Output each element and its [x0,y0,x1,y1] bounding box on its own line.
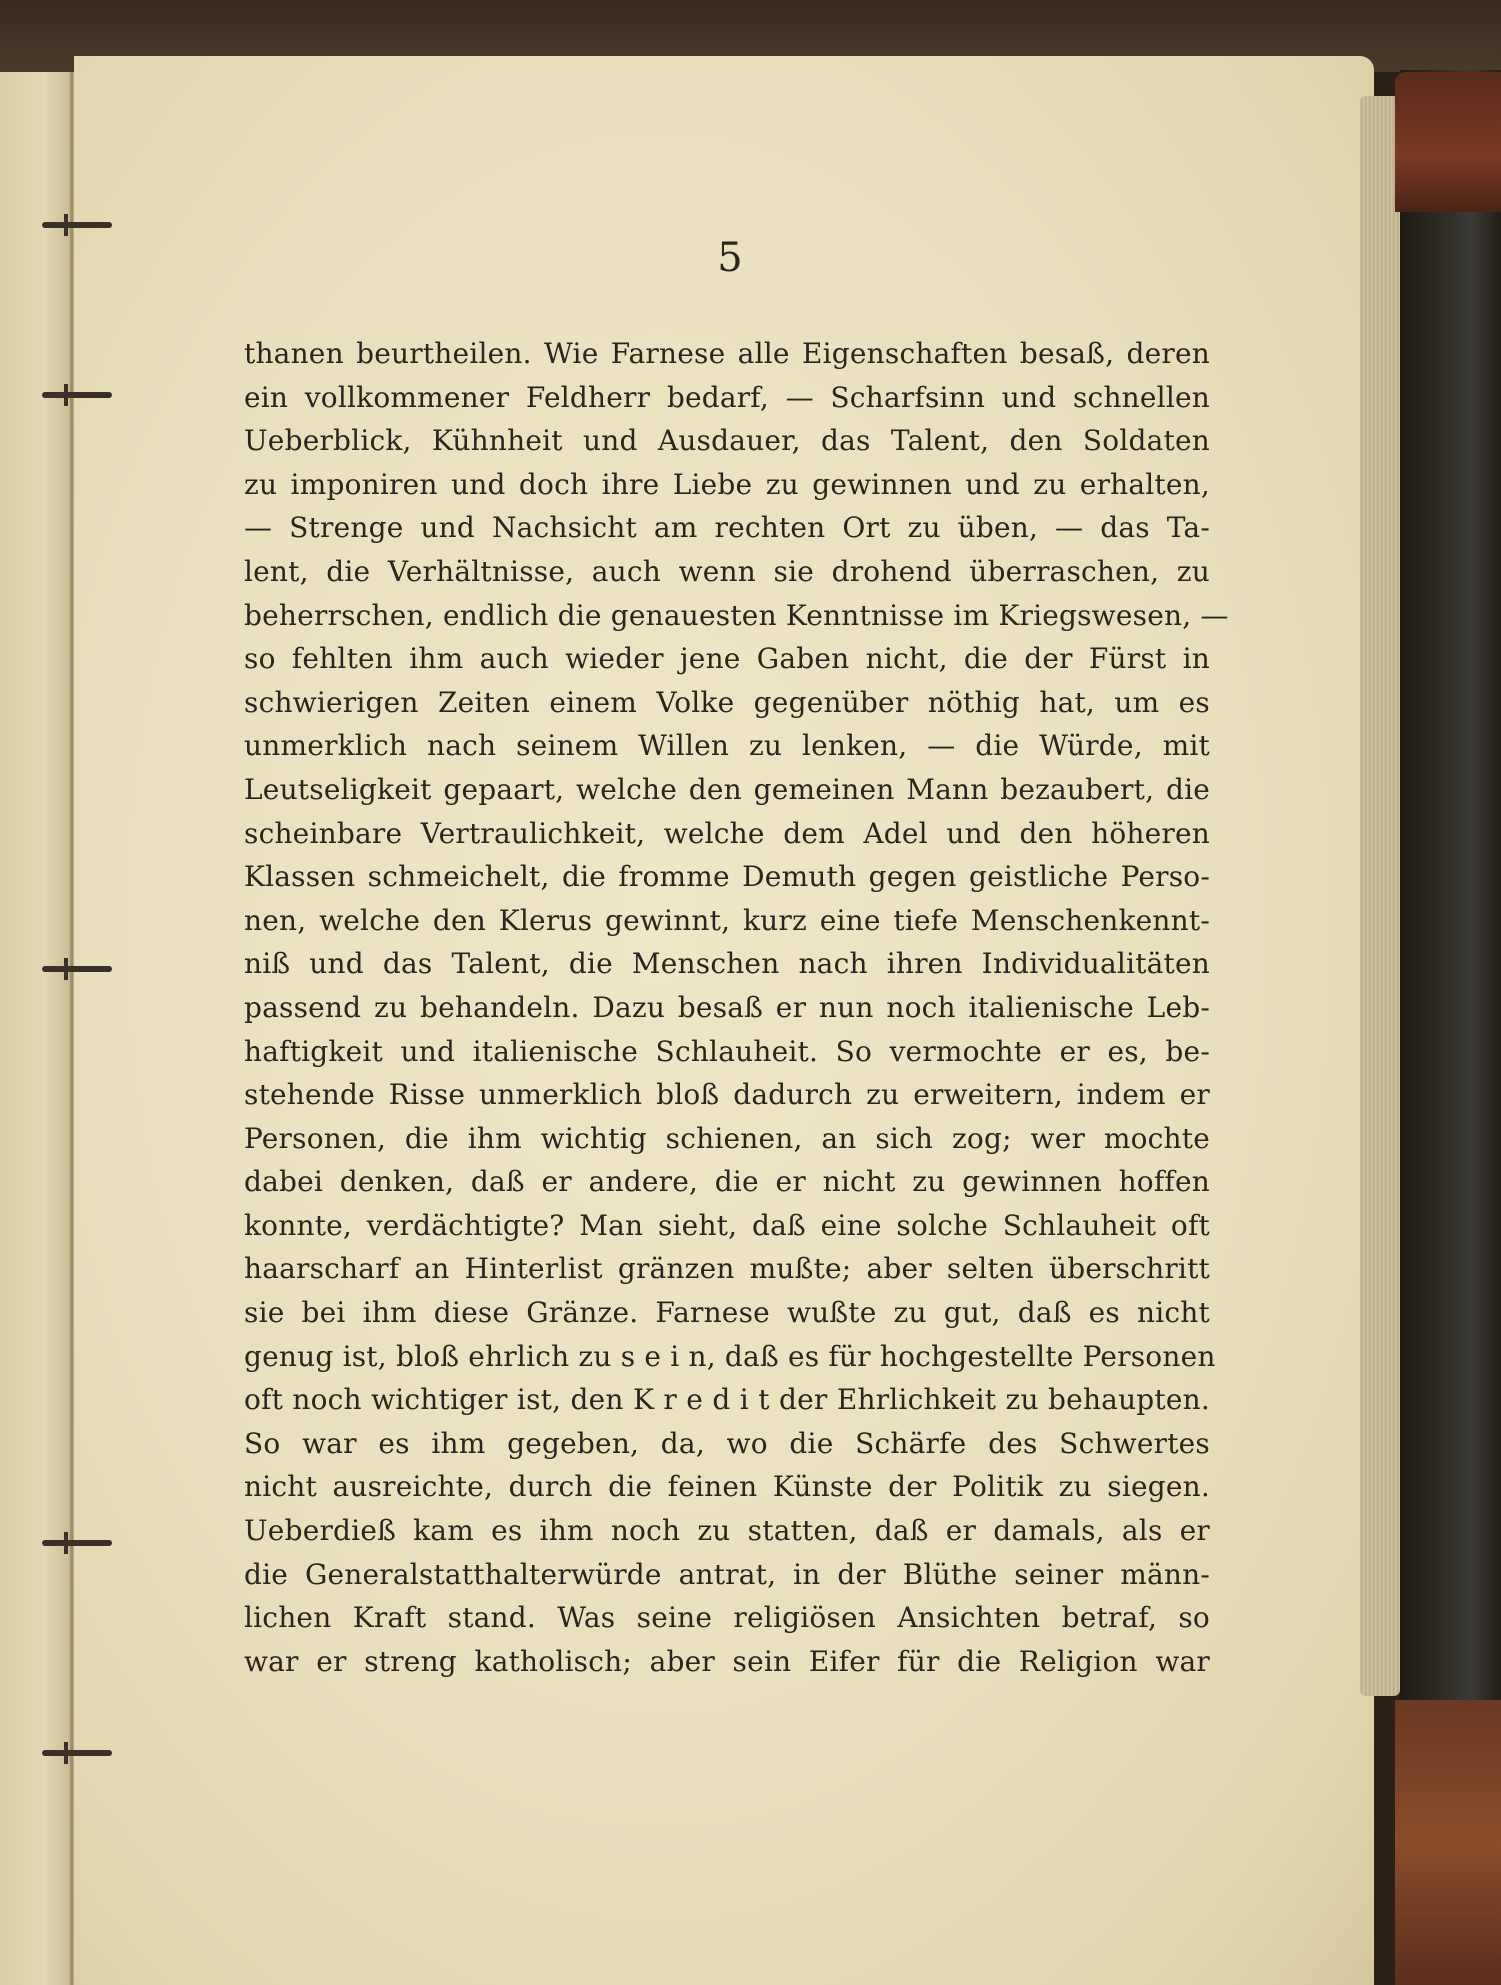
binding-stitch [42,966,112,972]
text-line: konnte, verdächtigte? Man sieht, daß eine solche Schlauheit oft [244,1208,1210,1242]
text-line: niß und das Talent, die Menschen nach ihren Individualitäten [244,947,1210,981]
text-line: stehende Risse unmerklich bloß dadurch zu erweitern, indem er [244,1078,1210,1112]
text-line: haftigkeit und italienische Schlauheit. So vermochte er es, be- [244,1034,1210,1068]
text-line: lent, die Verhältnisse, auch wenn sie drohend überraschen, zu [244,554,1210,588]
binding-stitch [42,392,112,398]
text-line: passend zu behandeln. Dazu besaß er nun noch italienische Leb- [244,990,1210,1024]
page-number: 5 [717,235,743,281]
text-line: Ueberdieß kam es ihm noch zu statten, daß er damals, als er [244,1514,1210,1548]
binding-stitch [42,222,112,228]
text-line: oft noch wichtiger ist, den K r e d i t der Ehrlichkeit zu behaupten. [244,1383,1210,1417]
text-line: genug ist, bloß ehrlich zu s e i n, daß es für hochgestellte Personen [244,1339,1216,1373]
text-line: ein vollkommener Feldherr bedarf, — Scharfsinn und schnellen [244,380,1210,414]
text-line: sie bei ihm diese Gränze. Farnese wußte zu gut, daß es nicht [244,1296,1210,1330]
text-line: so fehlten ihm auch wieder jene Gaben nicht, die der Fürst in [244,642,1210,676]
cover-corner-top [1395,72,1501,212]
text-line: war er streng katholisch; aber sein Eifer für die Religion war [244,1644,1210,1678]
text-line: nen, welche den Klerus gewinnt, kurz eine tiefe Menschenkennt- [244,903,1210,937]
text-line: schwierigen Zeiten einem Volke gegenüber nöthig hat, um es [244,685,1210,719]
text-line: Klassen schmeichelt, die fromme Demuth gegen geistliche Perso- [244,860,1210,894]
text-line: Personen, die ihm wichtig schienen, an sich zog; wer mochte [244,1121,1210,1155]
text-line: So war es ihm gegeben, da, wo die Schärfe des Schwertes [244,1426,1210,1460]
text-line: beherrschen, endlich die genauesten Kenntnisse im Kriegswesen, — [244,598,1229,632]
binding-stitch [42,1750,112,1756]
book-cover [1400,70,1501,1985]
text-line: — Strenge und Nachsicht am rechten Ort zu üben, — das Ta- [244,511,1210,545]
binding-stitch [42,1540,112,1546]
text-line: Ueberblick, Kühnheit und Ausdauer, das Talent, den Soldaten [244,424,1210,458]
left-page-edge [0,72,74,1985]
body-text [244,332,1229,1683]
gutter [70,72,73,1985]
text-line: die Generalstatthalterwürde antrat, in der Blüthe seiner männ- [244,1557,1210,1591]
text-line: Leutseligkeit gepaart, welche den gemeinen Mann bezaubert, die [244,772,1210,806]
text-line: zu imponiren und doch ihre Liebe zu gewinnen und zu erhalten, [244,467,1210,501]
text-line: dabei denken, daß er andere, die er nicht zu gewinnen hoffen [244,1165,1210,1199]
cover-corner-bottom [1395,1700,1501,1985]
text-line: haarscharf an Hinterlist gränzen mußte; aber selten überschritt [244,1252,1210,1286]
text-line: unmerklich nach seinem Willen zu lenken, — die Würde, mit [244,729,1210,763]
text-line: nicht ausreichte, durch die feinen Künste der Politik zu siegen. [244,1470,1210,1504]
text-line: thanen beurtheilen. Wie Farnese alle Eigenschaften besaß, deren [244,337,1210,370]
page-edges [1360,96,1400,1696]
text-line: lichen Kraft stand. Was seine religiösen Ansichten betraf, so [244,1601,1210,1635]
text-line: scheinbare Vertraulichkeit, welche dem Adel und den höheren [244,816,1210,850]
